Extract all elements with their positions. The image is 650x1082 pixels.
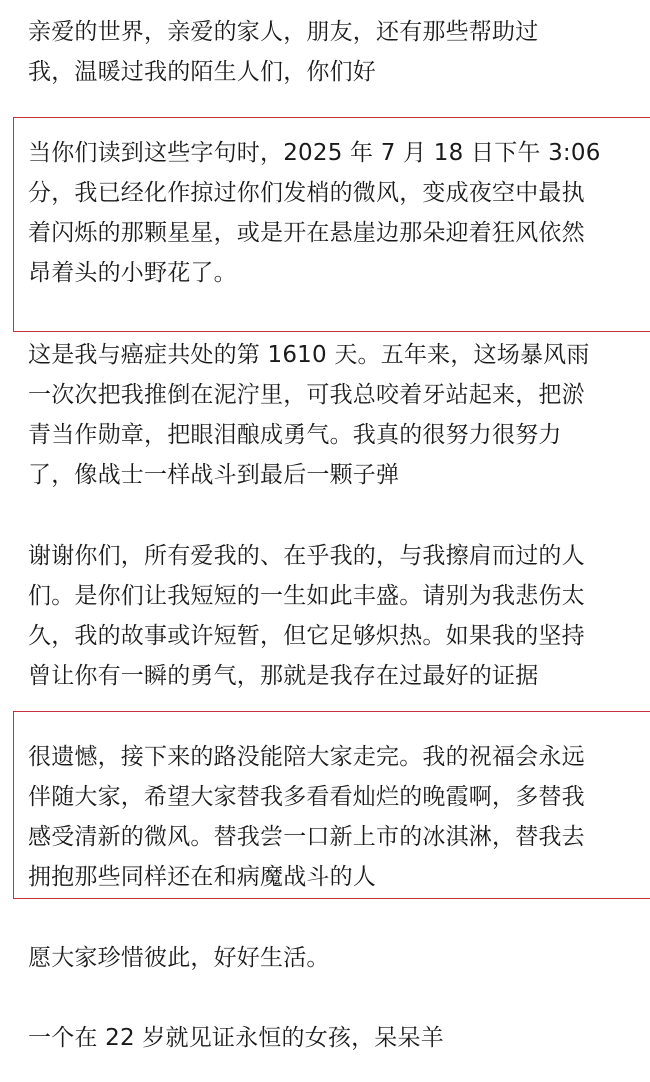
text-line: 青当作勋章，把眼泪酿成勇气。我真的很努力很努力 xyxy=(28,422,562,448)
thanks-paragraph xyxy=(28,536,585,696)
text-line: 了，像战士一样战斗到最后一颗子弹 xyxy=(28,462,400,488)
text-line: 们。是你们让我短短的一生如此丰盛。请别为我悲伤太 xyxy=(28,583,585,609)
text-line: 一次次把我推倒在泥泞里，可我总咬着牙站起来，把淤 xyxy=(28,382,585,408)
text-line: 这是我与癌症共处的第 1610 天。五年来，这场暴风雨 xyxy=(28,342,590,368)
greeting-paragraph xyxy=(28,12,538,92)
text-line: 谢谢你们，所有爱我的、在乎我的，与我擦肩而过的人 xyxy=(28,543,585,569)
regret-paragraph xyxy=(28,737,585,897)
text-line: 当你们读到这些字句时，2025 年 7 月 18 日下午 3:06 xyxy=(28,140,601,166)
text-line: 亲爱的世界，亲爱的家人，朋友，还有那些帮助过 xyxy=(28,19,539,45)
text-line: 久，我的故事或许短暂，但它足够炽热。如果我的坚持 xyxy=(28,623,585,649)
text-line: 感受清新的微风。替我尝一口新上市的冰淇淋，替我去 xyxy=(28,824,585,850)
text-line: 我，温暖过我的陌生人们，你们好 xyxy=(28,59,376,85)
text-line: 分，我已经化作掠过你们发梢的微风，变成夜空中最执 xyxy=(28,180,585,206)
battle-paragraph xyxy=(28,335,590,495)
text-line: 拥抱那些同样还在和病魔战斗的人 xyxy=(28,864,376,890)
signature-paragraph xyxy=(28,1018,444,1058)
text-line: 愿大家珍惜彼此，好好生活。 xyxy=(28,945,330,971)
text-line: 昂着头的小野花了。 xyxy=(28,260,237,286)
wish-paragraph xyxy=(28,938,330,978)
text-line: 很遗憾，接下来的路没能陪大家走完。我的祝福会永远 xyxy=(28,744,585,770)
text-line: 曾让你有一瞬的勇气，那就是我存在过最好的证据 xyxy=(28,663,539,689)
signature-line: 一个在 22 岁就见证永恒的女孩，呆呆羊 xyxy=(28,1025,444,1051)
text-line: 伴随大家，希望大家替我多看看灿烂的晚霞啊，多替我 xyxy=(28,784,585,810)
text-line: 着闪烁的那颗星星，或是开在悬崖边那朵迎着狂风依然 xyxy=(28,220,585,246)
time-paragraph xyxy=(28,133,601,293)
